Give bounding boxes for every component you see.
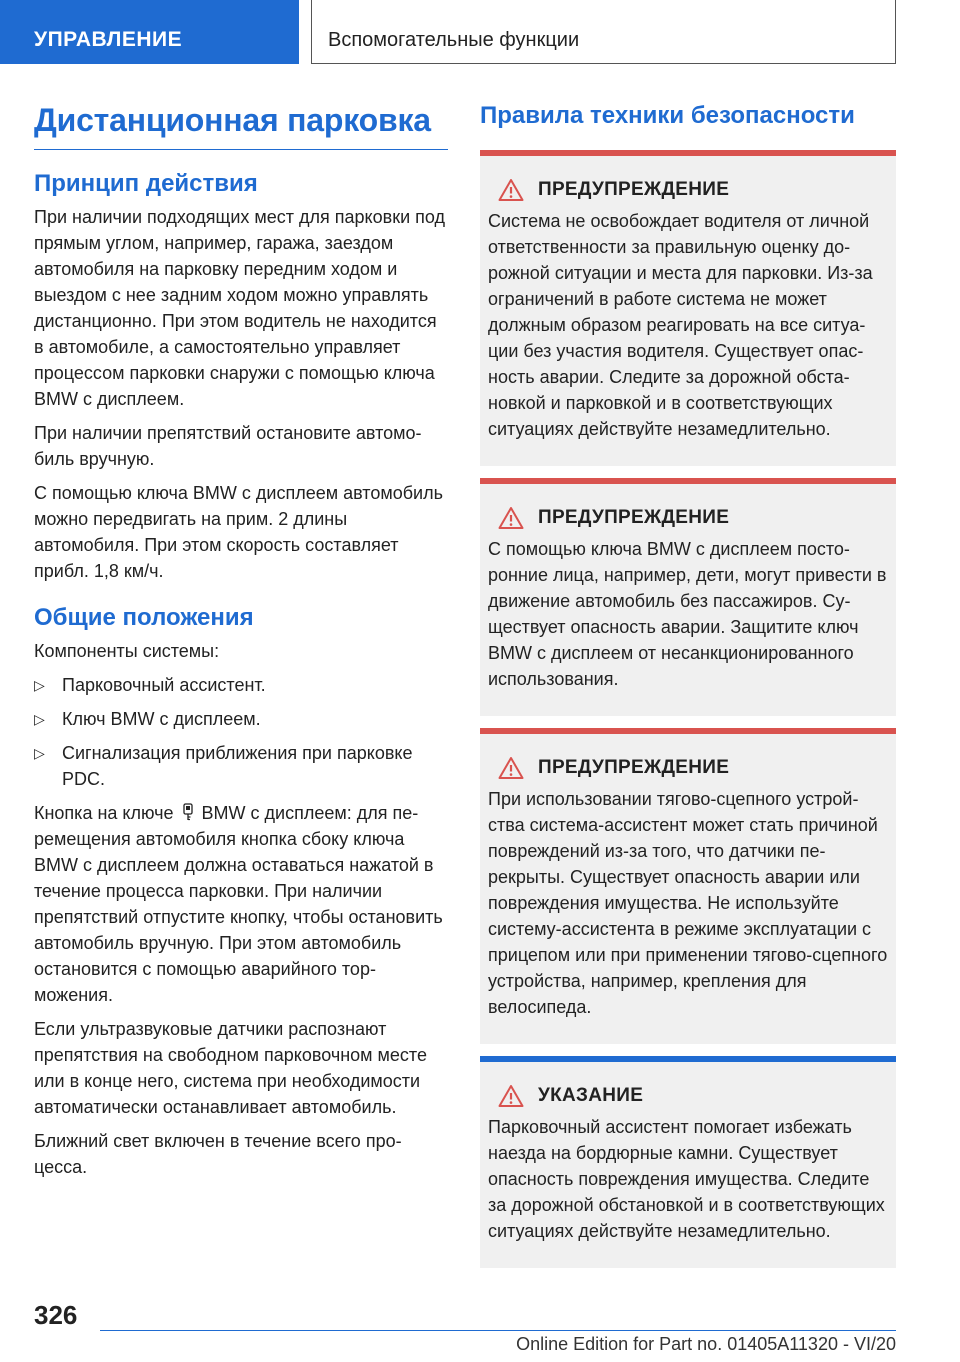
notice-text: С помощью ключа BMW с дисплеем посторонние лица, например, дети, могут привести в движение автомобиль без пассажиров. Существует опасность аварии. Защитите ключ BMW с дисплеем от несанкционированного использования. [488, 539, 887, 689]
page-number: 326 [34, 1300, 78, 1330]
principle-paragraph-1: При наличии подходящих мест для парковки под прямым углом, например, гаража, заездом автомобиля на парковку передним ходом и выездом с нее задним ходом можно управлять дистанционно. При этом водитель не находится в автомобиле, а самостоятельно управляет процессом парковки снаружи с помощью ключа BMW с дисплеем. [34, 207, 445, 409]
safety-heading: Правила техники безопасности [480, 102, 855, 129]
list-item-text: Ключ BMW с дисплеем. [62, 709, 261, 729]
warning-triangle-icon [498, 1084, 524, 1108]
notice-header [488, 1084, 888, 1108]
list-item [34, 672, 448, 698]
principle-paragraph-2: При наличии препятствий остановите автомобиль вручную. [34, 423, 422, 469]
warning-triangle-icon [498, 178, 524, 202]
right-column [480, 102, 896, 1280]
key-paragraph-start: Кнопка на ключе [34, 803, 174, 823]
list-item [34, 740, 448, 792]
notice-text: Парковочный ассистент помогает избежать наезда на бордюрные камни. Существует опасность повреждения имущества. Следите за дорожной обстановкой и в соответствующих ситуациях действуйте незамедлительно. [488, 1117, 885, 1241]
general-heading: Общие положения [34, 604, 254, 631]
ultrasonic-paragraph: Если ультразвуковые датчики распознают препятствия на свободном парковочном месте или в конце него, система при необходимости автоматически останавливает автомобиль. [34, 1019, 427, 1117]
warning-box-2 [480, 478, 896, 716]
triangle-bullet-icon: ▷ [34, 711, 45, 727]
note-box [480, 1056, 896, 1268]
notice-label: ПРЕДУПРЕЖДЕНИЕ [538, 179, 730, 200]
notice-header [488, 178, 888, 202]
warning-triangle-icon [498, 506, 524, 530]
left-column [34, 102, 448, 1188]
key-button-paragraph [34, 800, 448, 1008]
notice-text: При использовании тягово-сцепного устройства система-ассистент может стать причиной повреждений из-за того, что датчики перекрыты. Существует опасность аварии или повреждения имущества. Не используйте систему-ассистента в режиме эксплуатации с прицепом или при применении тягово-сцепного устройства, например, крепления для велосипеда. [488, 789, 888, 1017]
list-item [34, 706, 448, 732]
general-intro: Компоненты системы: [34, 641, 220, 661]
triangle-bullet-icon: ▷ [34, 677, 45, 693]
footer-divider [100, 1330, 896, 1331]
warning-box-3 [480, 728, 896, 1044]
notice-header [488, 506, 888, 530]
warning-box-1 [480, 150, 896, 466]
notice-header [488, 756, 888, 780]
notice-label: ПРЕДУПРЕЖДЕНИЕ [538, 507, 730, 528]
principle-paragraph-3: С помощью ключа BMW с дисплеем автомобиль можно передвигать на прим. 2 длины автомобиля. При этом скорость составляет прибл. 1,8 км/ч. [34, 483, 443, 581]
low-beam-paragraph: Ближний свет включен в течение всего процесса. [34, 1131, 402, 1177]
notice-label: ПРЕДУПРЕЖДЕНИЕ [538, 757, 730, 778]
display-key-icon [183, 803, 193, 821]
list-item-text: Парковочный ассистент. [62, 675, 266, 695]
triangle-bullet-icon: ▷ [34, 745, 45, 761]
notice-label: УКАЗАНИЕ [538, 1085, 644, 1106]
warning-triangle-icon [498, 756, 524, 780]
page-title: Дистанционная парковка [34, 102, 448, 150]
header-chapter-box [311, 0, 896, 64]
components-list [34, 672, 448, 792]
list-item-text: Сигнализация приближения при парковке PDC. [62, 743, 413, 789]
principle-heading: Принцип действия [34, 170, 258, 197]
header-section-tab [0, 0, 299, 64]
header-chapter-label: Вспомогательные функции [328, 29, 580, 51]
notice-text: Система не освобождает водителя от личной ответственности за правильную оценку дорожной ситуации и места для парковки. Из-за ограничений в работе система не может должным образом реагировать на все ситуации без участия водителя. Существует опасность аварии. Следите за дорожной обстановкой и парковкой и в соответствующих ситуациях действуйте незамедлительно. [488, 211, 873, 439]
header-section-label: УПРАВЛЕНИЕ [34, 28, 183, 51]
key-paragraph-rest: BMW с дисплеем: для перемещения автомобиля кнопка сбоку ключа BMW с дисплеем должна оставаться нажатой в течение процесса парковки. При наличии препятствий отпустите кнопку, чтобы остановить автомобиль вручную. При этом автомобиль остановится с помощью аварийного торможения. [34, 803, 443, 1005]
footer-edition-link[interactable]: Online Edition for Part no. 01405A11320 - VI/20 [516, 1334, 896, 1354]
